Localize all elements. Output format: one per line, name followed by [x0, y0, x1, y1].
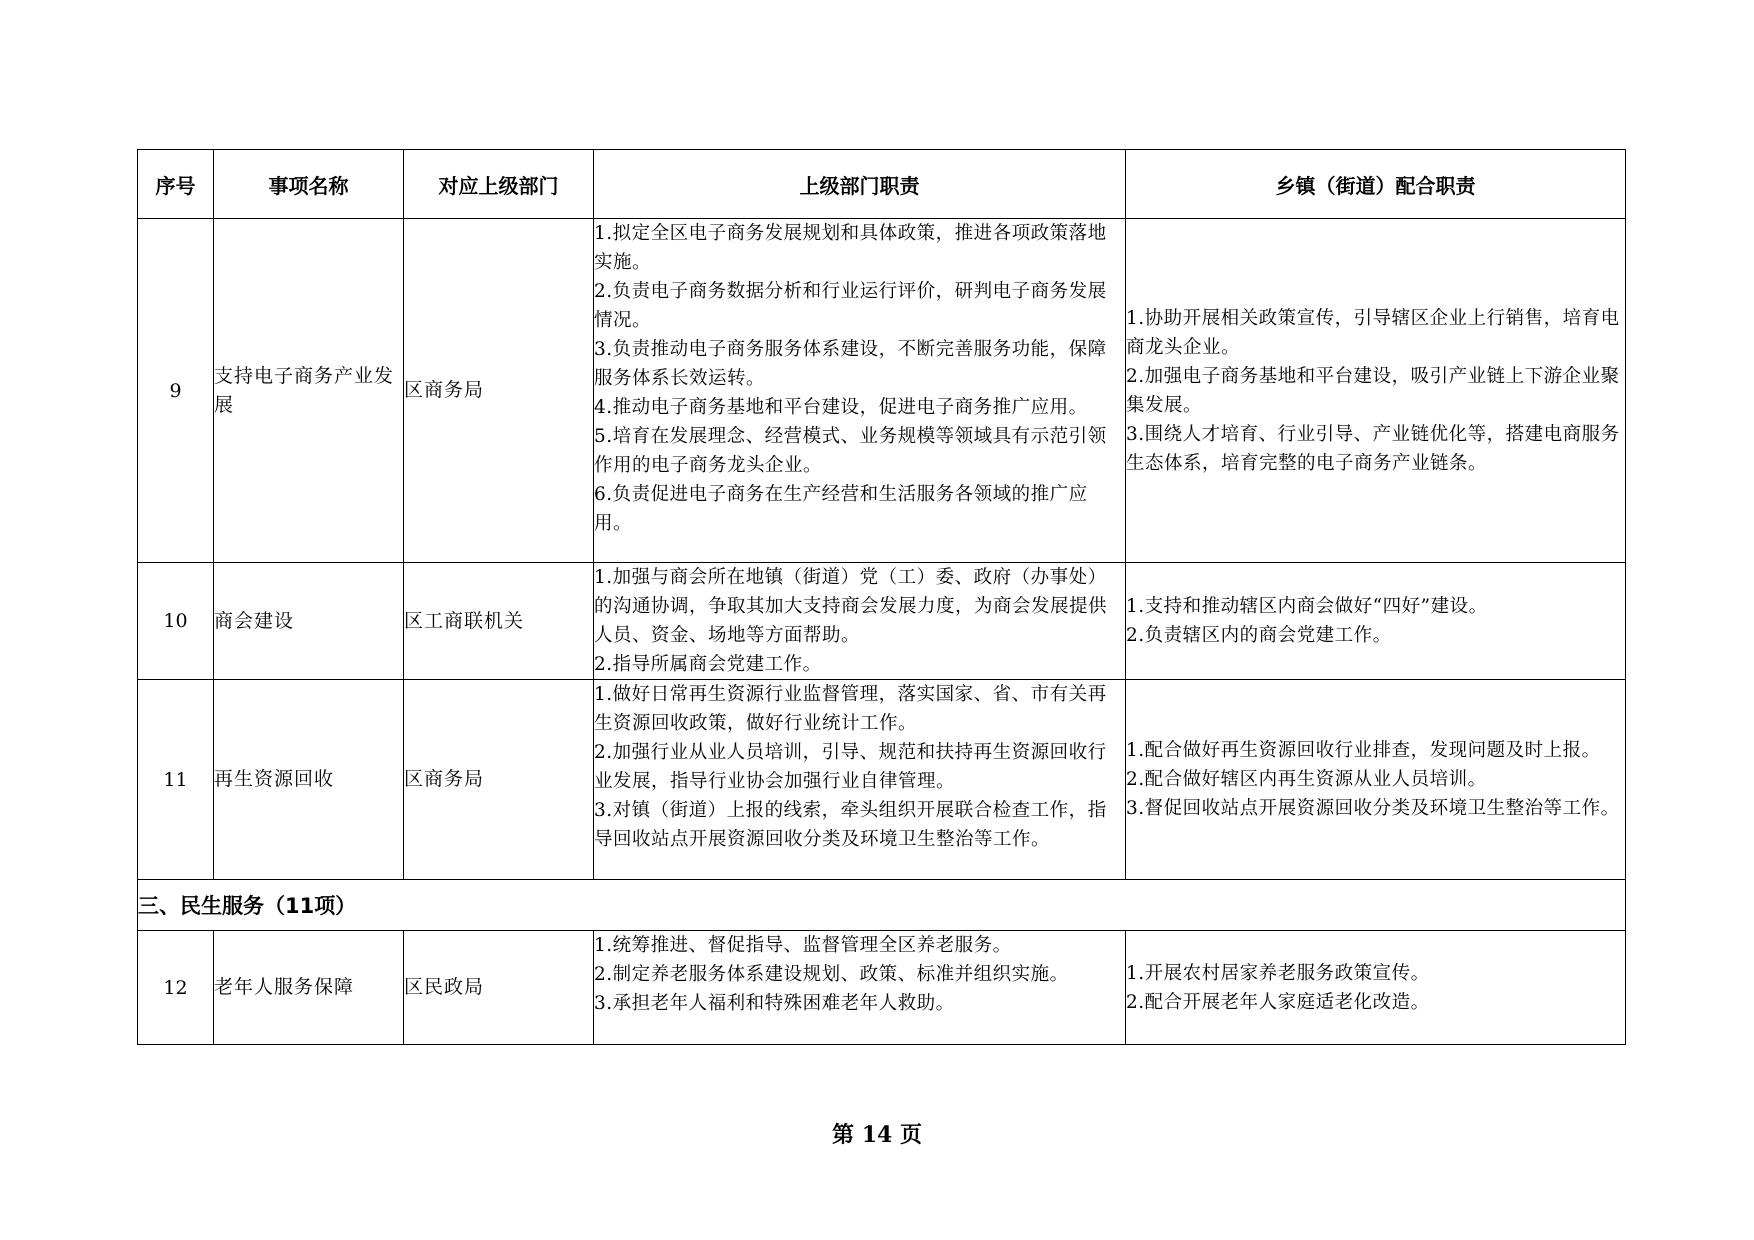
duty-item: 6.负责促进电子商务在生产经营和生活服务各领域的推广应用。 — [594, 484, 1088, 534]
table-row — [138, 563, 1626, 680]
header-no: 序号 — [138, 150, 214, 219]
section-row — [138, 880, 1626, 931]
item-name: 再生资源回收 — [214, 680, 404, 880]
item-name: 商会建设 — [214, 563, 404, 680]
duty-item: 2.负责电子商务数据分析和行业运行评价，研判电子商务发展情况。 — [594, 281, 1107, 331]
duty-item: 2.制定养老服务体系建设规划、政策、标准并组织实施。 — [594, 964, 1069, 985]
duty-item: 5.培育在发展理念、经营模式、业务规模等领域具有示范引领作用的电子商务龙头企业。 — [594, 426, 1107, 476]
department: 区工商联机关 — [404, 563, 594, 680]
responsibility-table — [137, 149, 1626, 1045]
duty-item: 2.指导所属商会党建工作。 — [594, 654, 822, 675]
item-name: 支持电子商务产业发展 — [214, 219, 404, 563]
coop-item: 1.配合做好再生资源回收行业排查，发现问题及时上报。 — [1126, 740, 1601, 761]
coop-item: 1.协助开展相关政策宣传，引导辖区企业上行销售，培育电商龙头企业。 — [1126, 307, 1620, 358]
table-row — [138, 931, 1626, 1045]
department: 区商务局 — [404, 219, 594, 563]
coop-item: 2.配合开展老年人家庭适老化改造。 — [1126, 991, 1430, 1013]
duty-item: 2.加强行业从业人员培训，引导、规范和扶持再生资源回收行业发展，指导行业协会加强行业自律管理。 — [594, 742, 1107, 792]
coop-cell — [1126, 680, 1626, 880]
table-row — [138, 680, 1626, 880]
header-duties: 上级部门职责 — [594, 150, 1126, 219]
table-row — [138, 219, 1626, 563]
duty-item: 1.拟定全区电子商务发展规划和具体政策，推进各项政策落地实施。 — [594, 223, 1107, 273]
duties-cell — [594, 219, 1126, 563]
coop-cell — [1126, 563, 1626, 680]
coop-cell — [1126, 219, 1626, 563]
coop-item: 2.配合做好辖区内再生资源从业人员培训。 — [1126, 769, 1487, 790]
table-header-row — [138, 150, 1626, 219]
duty-item: 3.承担老年人福利和特殊困难老年人救助。 — [594, 993, 955, 1014]
row-number: 10 — [138, 563, 214, 680]
header-name: 事项名称 — [214, 150, 404, 219]
row-number: 11 — [138, 680, 214, 880]
row-number: 9 — [138, 219, 214, 563]
page-number: 第 14 页 — [832, 1122, 922, 1148]
duty-item: 1.做好日常再生资源行业监督管理，落实国家、省、市有关再生资源回收政策，做好行业统计工作。 — [594, 684, 1107, 734]
coop-item: 1.支持和推动辖区内商会做好“四好”建设。 — [1126, 596, 1488, 617]
header-coop: 乡镇（街道）配合职责 — [1126, 150, 1626, 219]
duty-item: 4.推动电子商务基地和平台建设，促进电子商务推广应用。 — [594, 397, 1088, 418]
row-number: 12 — [138, 931, 214, 1045]
duty-item: 1.统筹推进、督促指导、监督管理全区养老服务。 — [594, 935, 1012, 956]
duty-item: 1.加强与商会所在地镇（街道）党（工）委、政府（办事处）的沟通协调，争取其加大支持商会发展力度，为商会发展提供人员、资金、场地等方面帮助。 — [594, 567, 1108, 646]
section-title: 三、民生服务（11项） — [138, 880, 1626, 931]
coop-item: 2.加强电子商务基地和平台建设，吸引产业链上下游企业聚集发展。 — [1126, 365, 1620, 416]
department: 区民政局 — [404, 931, 594, 1045]
duties-cell — [594, 680, 1126, 880]
department: 区商务局 — [404, 680, 594, 880]
duty-item: 3.负责推动电子商务服务体系建设，不断完善服务功能，保障服务体系长效运转。 — [594, 339, 1107, 389]
coop-item: 1.开展农村居家养老服务政策宣传。 — [1126, 962, 1430, 984]
coop-item: 3.督促回收站点开展资源回收分类及环境卫生整治等工作。 — [1126, 798, 1620, 819]
coop-item: 2.负责辖区内的商会党建工作。 — [1126, 625, 1392, 646]
header-dept: 对应上级部门 — [404, 150, 594, 219]
item-name: 老年人服务保障 — [214, 931, 404, 1045]
duty-item: 3.对镇（街道）上报的线索，牵头组织开展联合检查工作，指导回收站点开展资源回收分类及环境卫生整治等工作。 — [594, 800, 1107, 850]
coop-cell — [1126, 931, 1626, 1045]
duties-cell — [594, 931, 1126, 1045]
coop-item: 3.围绕人才培育、行业引导、产业链优化等，搭建电商服务生态体系，培育完整的电子商务产业链条。 — [1126, 423, 1620, 474]
duties-cell — [594, 563, 1126, 680]
